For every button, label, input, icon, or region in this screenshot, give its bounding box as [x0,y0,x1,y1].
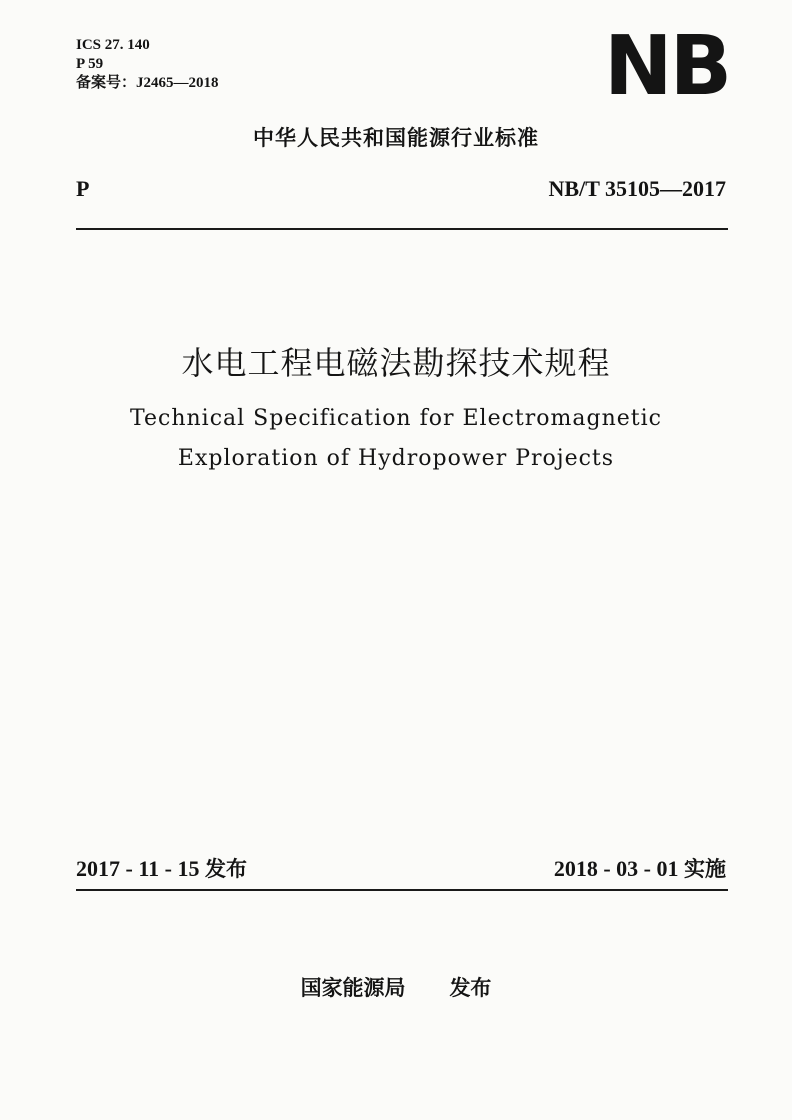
classification-code: P 59 [76,56,104,72]
standard-number: NB/T 35105—2017 [548,176,726,201]
title-english-line-1: Technical Specification for Electromagnetic [130,406,662,431]
issue-date-value: 2017 - 11 - 15 [76,856,200,881]
document-metadata [76,36,219,93]
title-english-line-2: Exploration of Hydropower Projects [177,446,615,471]
issue-label: 发布 [204,857,247,881]
ics-code: ICS 27. 140 [76,37,150,53]
filing-number: 备案号：J2465—2018 [76,75,219,91]
publisher-action: 发布 [449,976,492,1000]
nb-logo: NB [604,19,730,114]
implement-date [554,853,726,883]
issue-date [76,853,247,883]
publisher [0,972,792,1002]
category-letter: P [76,176,90,201]
implement-label: 实施 [684,857,726,881]
publisher-name: 国家能源局 [300,976,406,1000]
implement-date-value: 2018 - 03 - 01 [553,856,679,881]
title-chinese: 水电工程电磁法勘探技术规程 [181,344,611,382]
footer-divider [76,889,728,891]
issuing-authority: 中华人民共和国能源行业标准 [253,126,539,150]
header-divider [76,228,728,230]
